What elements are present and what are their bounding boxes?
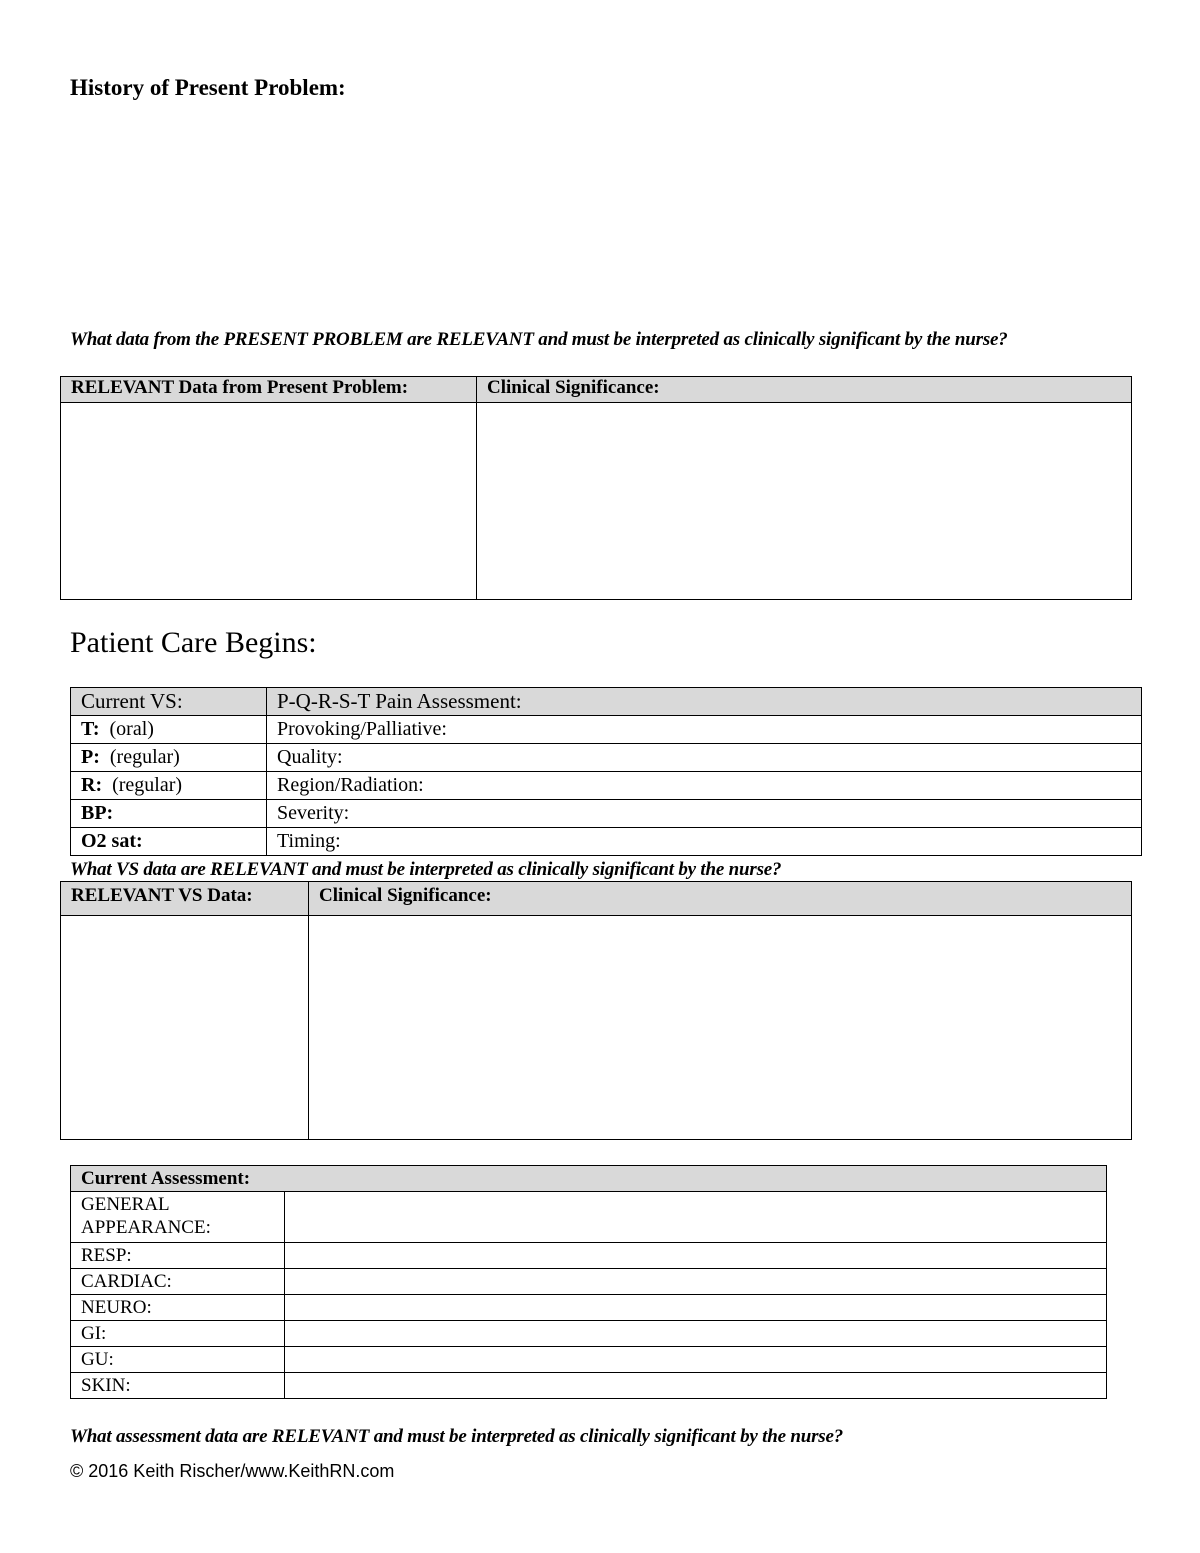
assessment-gi-value[interactable] <box>285 1321 1107 1347</box>
clinical-significance-cell[interactable] <box>477 403 1132 600</box>
vs-blood-pressure[interactable]: BP: <box>71 800 267 828</box>
current-assessment-table <box>70 1165 1107 1399</box>
assessment-neuro-label: NEURO: <box>71 1295 285 1321</box>
assessment-skin-label: SKIN: <box>71 1373 285 1399</box>
assessment-gu-value[interactable] <box>285 1347 1107 1373</box>
vs-temperature[interactable]: T: (oral) <box>71 716 267 744</box>
assessment-gu-label: GU: <box>71 1347 285 1373</box>
pain-quality[interactable]: Quality: <box>267 744 1142 772</box>
assessment-cardiac-label: CARDIAC: <box>71 1269 285 1295</box>
vs-respirations[interactable]: R: (regular) <box>71 772 267 800</box>
relevant-vs-cell[interactable] <box>61 916 309 1140</box>
relevant-present-problem-table <box>60 376 1132 600</box>
vs-clinical-significance-cell[interactable] <box>309 916 1132 1140</box>
relevant-vs-header: RELEVANT VS Data: <box>61 882 309 916</box>
vs-pulse[interactable]: P: (regular) <box>71 744 267 772</box>
assessment-neuro-value[interactable] <box>285 1295 1107 1321</box>
relevant-vs-table <box>60 881 1132 1140</box>
assessment-skin-value[interactable] <box>285 1373 1107 1399</box>
vs-o2-sat[interactable]: O2 sat: <box>71 828 267 856</box>
vs-clinical-significance-header: Clinical Significance: <box>309 882 1132 916</box>
vs-prompt: What VS data are RELEVANT and must be interpreted as clinically significant by the nurse? <box>70 859 782 880</box>
assessment-prompt: What assessment data are RELEVANT and must be interpreted as clinically significant by the nurse? <box>70 1426 844 1447</box>
assessment-resp-value[interactable] <box>285 1243 1107 1269</box>
patient-care-title: Patient Care Begins: <box>70 626 317 659</box>
assessment-general-appearance-label: GENERAL APPEARANCE: <box>71 1192 285 1243</box>
assessment-resp-label: RESP: <box>71 1243 285 1269</box>
pain-region[interactable]: Region/Radiation: <box>267 772 1142 800</box>
pain-timing[interactable]: Timing: <box>267 828 1142 856</box>
clinical-significance-header: Clinical Significance: <box>477 377 1132 403</box>
assessment-cardiac-value[interactable] <box>285 1269 1107 1295</box>
current-assessment-header: Current Assessment: <box>71 1166 1107 1192</box>
relevant-data-header: RELEVANT Data from Present Problem: <box>61 377 477 403</box>
pain-provoking[interactable]: Provoking/Palliative: <box>267 716 1142 744</box>
current-vs-header: Current VS: <box>71 688 267 716</box>
pain-assessment-header: P-Q-R-S-T Pain Assessment: <box>267 688 1142 716</box>
assessment-general-appearance-value[interactable] <box>285 1192 1107 1243</box>
pain-severity[interactable]: Severity: <box>267 800 1142 828</box>
assessment-gi-label: GI: <box>71 1321 285 1347</box>
relevant-data-cell[interactable] <box>61 403 477 600</box>
copyright-footer: © 2016 Keith Rischer/www.KeithRN.com <box>70 1461 395 1481</box>
history-title: History of Present Problem: <box>70 75 346 100</box>
vital-signs-table <box>70 687 1142 856</box>
history-prompt: What data from the PRESENT PROBLEM are RELEVANT and must be interpreted as clinically significant by the nurse? <box>70 329 1008 350</box>
